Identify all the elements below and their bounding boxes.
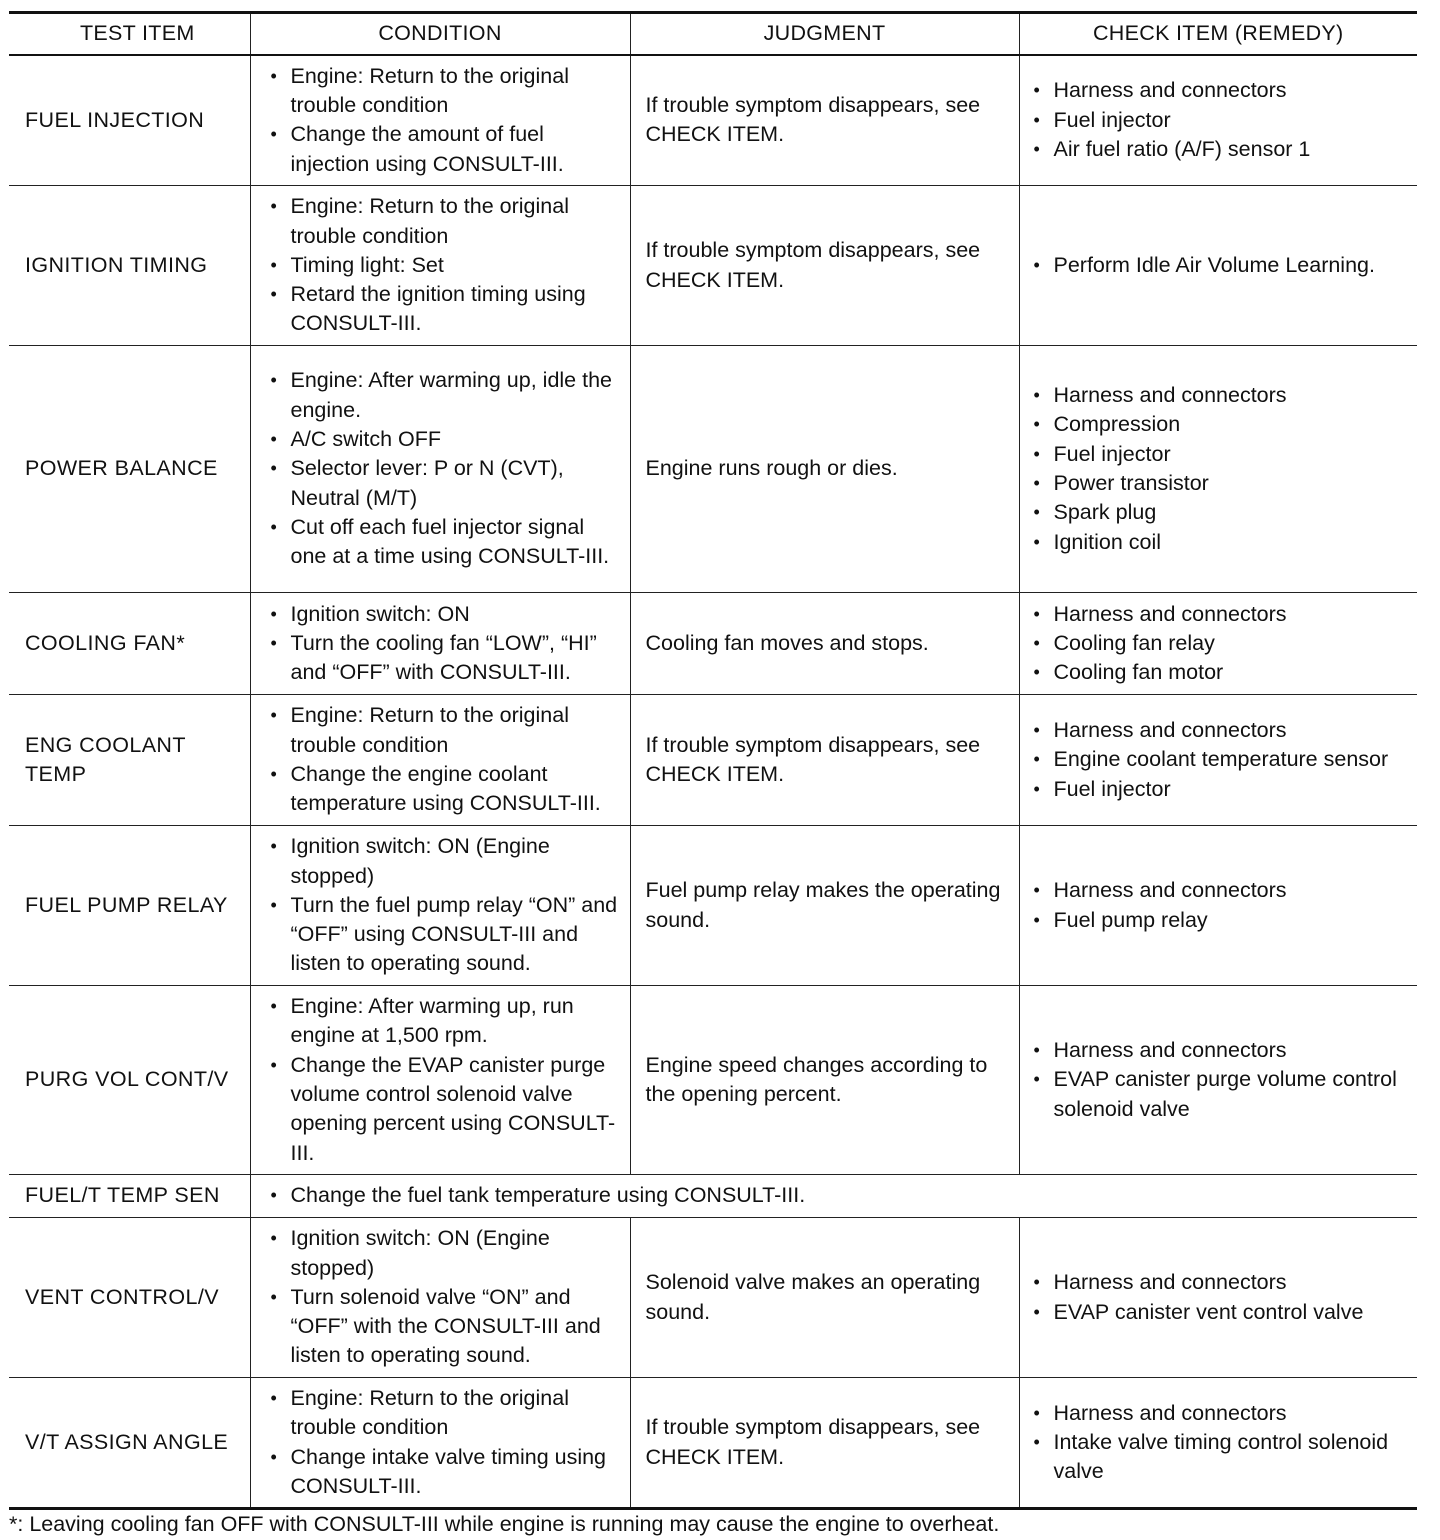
check-item: • Cooling fan relay: [1034, 629, 1412, 658]
check-item: • Harness and connectors: [1034, 76, 1412, 105]
table-header: [9, 13, 1417, 55]
condition-item: • A/C switch OFF: [271, 425, 624, 454]
footnote: *: Leaving cooling fan OFF with CONSULT-III while engine is running may cause the engine to overheat.: [9, 1512, 1000, 1536]
judgment-cell: Solenoid valve makes an operating sound.: [630, 1218, 1019, 1378]
condition-list: [271, 192, 624, 338]
check-item: • Harness and connectors: [1034, 1036, 1412, 1065]
condition-list: [271, 992, 624, 1168]
header-condition: CONDITION: [250, 13, 630, 55]
condition-cell: [250, 826, 630, 986]
condition-item: • Engine: After warming up, run engine at 1,500 rpm.: [271, 992, 624, 1051]
condition-item: • Engine: Return to the original trouble condition: [271, 1384, 624, 1443]
table-row: [9, 986, 1417, 1175]
table-row: [9, 186, 1417, 346]
condition-item: • Ignition switch: ON (Engine stopped): [271, 1224, 624, 1283]
check-item: • Harness and connectors: [1034, 381, 1412, 410]
test-item-cell: FUEL INJECTION: [9, 55, 250, 186]
check-list: [1034, 251, 1412, 280]
check-item: • Perform Idle Air Volume Learning.: [1034, 251, 1412, 280]
check-item-cell: [1019, 186, 1417, 346]
test-item-cell: FUEL PUMP RELAY: [9, 826, 250, 986]
condition-list: [271, 366, 624, 571]
condition-item: • Engine: Return to the original trouble condition: [271, 192, 624, 251]
table-row: [9, 55, 1417, 186]
condition-item: • Engine: Return to the original trouble condition: [271, 62, 624, 121]
condition-cell: [250, 186, 630, 346]
check-item: • Harness and connectors: [1034, 1399, 1412, 1428]
check-list: [1034, 600, 1412, 688]
test-item-cell: V/T ASSIGN ANGLE: [9, 1378, 250, 1509]
condition-item: • Engine: Return to the original trouble condition: [271, 701, 624, 760]
check-item: • Fuel pump relay: [1034, 906, 1412, 935]
table-row: [9, 1218, 1417, 1378]
condition-item: • Change intake valve timing using CONSULT-III.: [271, 1443, 624, 1502]
condition-cell: [250, 1175, 1417, 1218]
condition-list: [271, 1224, 624, 1370]
check-list: [1034, 1036, 1412, 1124]
condition-cell: [250, 1218, 630, 1378]
table-row: [9, 695, 1417, 826]
check-list: [1034, 1268, 1412, 1327]
condition-list: [271, 701, 624, 818]
header-judgment: JUDGMENT: [630, 13, 1019, 55]
condition-item: • Change the fuel tank temperature using CONSULT-III.: [271, 1181, 1412, 1210]
check-list: [1034, 1399, 1412, 1487]
condition-item: • Change the engine coolant temperature using CONSULT-III.: [271, 760, 624, 819]
header-row: [9, 13, 1417, 55]
check-item: • Fuel injector: [1034, 440, 1412, 469]
test-item-cell: PURG VOL CONT/V: [9, 986, 250, 1175]
check-item-cell: [1019, 1378, 1417, 1509]
check-item-cell: [1019, 826, 1417, 986]
judgment-cell: Engine speed changes according to the opening percent.: [630, 986, 1019, 1175]
condition-list: [271, 62, 624, 179]
condition-list: [271, 1181, 1412, 1210]
document-page: [9, 11, 1417, 1510]
check-item: • Fuel injector: [1034, 106, 1412, 135]
test-item-cell: POWER BALANCE: [9, 346, 250, 593]
condition-item: • Ignition switch: ON (Engine stopped): [271, 832, 624, 891]
test-item-cell: VENT CONTROL/V: [9, 1218, 250, 1378]
condition-cell: [250, 695, 630, 826]
check-list: [1034, 716, 1412, 804]
condition-item: • Turn solenoid valve “ON” and “OFF” with the CONSULT-III and listen to operating sound.: [271, 1283, 624, 1371]
header-test-item: TEST ITEM: [9, 13, 250, 55]
check-item: • Harness and connectors: [1034, 600, 1412, 629]
check-item-cell: [1019, 593, 1417, 695]
check-item-cell: [1019, 1218, 1417, 1378]
test-item-cell: ENG COOLANT TEMP: [9, 695, 250, 826]
active-test-table: [9, 11, 1417, 1510]
check-item: • Compression: [1034, 410, 1412, 439]
condition-cell: [250, 593, 630, 695]
table-row: [9, 826, 1417, 986]
condition-list: [271, 1384, 624, 1501]
check-item-cell: [1019, 986, 1417, 1175]
test-item-cell: COOLING FAN*: [9, 593, 250, 695]
header-check-item: CHECK ITEM (REMEDY): [1019, 13, 1417, 55]
table-row: [9, 346, 1417, 593]
check-item-cell: [1019, 346, 1417, 593]
condition-item: • Change the amount of fuel injection using CONSULT-III.: [271, 120, 624, 179]
test-item-cell: FUEL/T TEMP SEN: [9, 1175, 250, 1218]
judgment-cell: Engine runs rough or dies.: [630, 346, 1019, 593]
judgment-cell: Fuel pump relay makes the operating sound.: [630, 826, 1019, 986]
condition-list: [271, 832, 624, 978]
table-row: [9, 593, 1417, 695]
check-list: [1034, 381, 1412, 557]
condition-item: • Engine: After warming up, idle the engine.: [271, 366, 624, 425]
check-item-cell: [1019, 55, 1417, 186]
condition-item: • Change the EVAP canister purge volume control solenoid valve opening percent using CONSULT-III.: [271, 1051, 624, 1168]
check-item: • Harness and connectors: [1034, 1268, 1412, 1297]
judgment-cell: Cooling fan moves and stops.: [630, 593, 1019, 695]
judgment-cell: If trouble symptom disappears, see CHECK ITEM.: [630, 1378, 1019, 1509]
condition-item: • Turn the fuel pump relay “ON” and “OFF” using CONSULT-III and listen to operating sound.: [271, 891, 624, 979]
condition-item: • Ignition switch: ON: [271, 600, 624, 629]
condition-item: • Timing light: Set: [271, 251, 624, 280]
check-item: • Intake valve timing control solenoid valve: [1034, 1428, 1412, 1487]
check-item: • Air fuel ratio (A/F) sensor 1: [1034, 135, 1412, 164]
check-item: • Ignition coil: [1034, 528, 1412, 557]
test-item-cell: IGNITION TIMING: [9, 186, 250, 346]
check-item: • Harness and connectors: [1034, 716, 1412, 745]
condition-list: [271, 600, 624, 688]
check-item: • Harness and connectors: [1034, 876, 1412, 905]
condition-cell: [250, 1378, 630, 1509]
check-item: • Fuel injector: [1034, 775, 1412, 804]
check-item: • Engine coolant temperature sensor: [1034, 745, 1412, 774]
check-item-cell: [1019, 695, 1417, 826]
check-item: • Power transistor: [1034, 469, 1412, 498]
judgment-cell: If trouble symptom disappears, see CHECK ITEM.: [630, 695, 1019, 826]
condition-cell: [250, 986, 630, 1175]
condition-item: • Retard the ignition timing using CONSULT-III.: [271, 280, 624, 339]
table-body: [9, 55, 1417, 1509]
condition-cell: [250, 346, 630, 593]
condition-item: • Turn the cooling fan “LOW”, “HI” and “OFF” with CONSULT-III.: [271, 629, 624, 688]
check-list: [1034, 76, 1412, 164]
check-item: • EVAP canister vent control valve: [1034, 1298, 1412, 1327]
condition-item: • Cut off each fuel injector signal one at a time using CONSULT-III.: [271, 513, 624, 572]
check-item: • Cooling fan motor: [1034, 658, 1412, 687]
check-item: • EVAP canister purge volume control solenoid valve: [1034, 1065, 1412, 1124]
condition-cell: [250, 55, 630, 186]
check-list: [1034, 876, 1412, 935]
judgment-cell: If trouble symptom disappears, see CHECK ITEM.: [630, 186, 1019, 346]
check-item: • Spark plug: [1034, 498, 1412, 527]
table-row: [9, 1175, 1417, 1218]
table-row: [9, 1378, 1417, 1509]
condition-item: • Selector lever: P or N (CVT), Neutral (M/T): [271, 454, 624, 513]
judgment-cell: If trouble symptom disappears, see CHECK ITEM.: [630, 55, 1019, 186]
